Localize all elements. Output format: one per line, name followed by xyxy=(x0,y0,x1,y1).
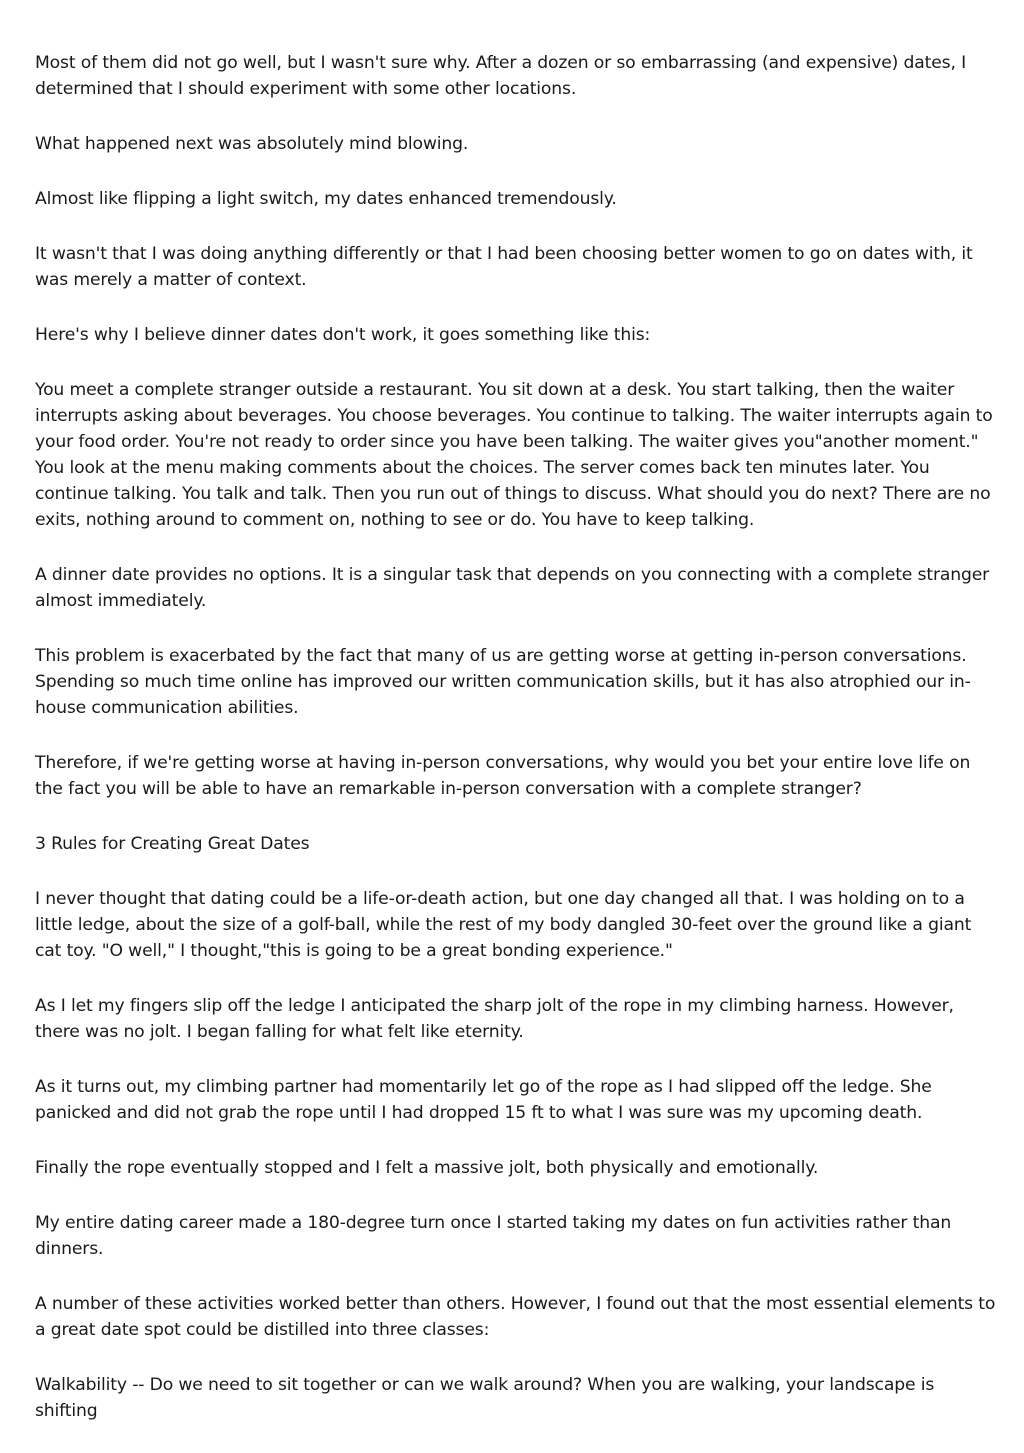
paragraph: A dinner date provides no options. It is a singular task that depends on you connecting with a complete stranger almost immediately. xyxy=(35,565,990,611)
paragraph: Therefore, if we're getting worse at having in-person conversations, why would you bet your entire love life on the fact you will be able to have an remarkable in-person conversation with a complete stranger? xyxy=(35,753,971,799)
paragraph: This problem is exacerbated by the fact that many of us are getting worse at getting in-person conversations. Spending so much time online has improved our written communication skills, but it has also atrophied our in-house communication abilities. xyxy=(35,646,971,718)
paragraph: I never thought that dating could be a life-or-death action, but one day changed all that. I was holding on to a little ledge, about the size of a golf-ball, while the rest of my body dangled 30-feet over the ground like a giant cat toy. "O well," I thought,"this is going to be a great bonding experience." xyxy=(35,889,972,961)
paragraph: Walkability -- Do we need to sit together or can we walk around? When you are walking, your landscape is shifting xyxy=(35,1375,935,1421)
document-body xyxy=(35,50,997,1453)
paragraph: It wasn't that I was doing anything differently or that I had been choosing better women to go on dates with, it was merely a matter of context. xyxy=(35,244,973,290)
paragraph: Here's why I believe dinner dates don't work, it goes something like this: xyxy=(35,325,651,345)
paragraph: Most of them did not go well, but I wasn't sure why. After a dozen or so embarrassing (and expensive) dates, I determined that I should experiment with some other locations. xyxy=(35,53,967,99)
section-heading: 3 Rules for Creating Great Dates xyxy=(35,834,310,854)
paragraph: You meet a complete stranger outside a restaurant. You sit down at a desk. You start talking, then the waiter interrupts asking about beverages. You choose beverages. You continue to talking. The waiter interrupts again to your food order. You're not ready to order since you have been talking. The waiter gives you"another moment." You look at the menu making comments about the choices. The server comes back ten minutes later. You continue talking. You talk and talk. Then you run out of things to discuss. What should you do next? There are no exits, nothing around to comment on, nothing to see or do. You have to keep talking. xyxy=(35,380,993,530)
paragraph: As it turns out, my climbing partner had momentarily let go of the rope as I had slipped off the ledge. She panicked and did not grab the rope until I had dropped 15 ft to what I was sure was my upcoming death. xyxy=(35,1077,932,1123)
paragraph: Almost like flipping a light switch, my dates enhanced tremendously. xyxy=(35,189,617,209)
paragraph: A number of these activities worked better than others. However, I found out that the most essential elements to a great date spot could be distilled into three classes: xyxy=(35,1294,996,1340)
paragraph: What happened next was absolutely mind blowing. xyxy=(35,134,469,154)
paragraph: As I let my fingers slip off the ledge I anticipated the sharp jolt of the rope in my climbing harness. However, there was no jolt. I began falling for what felt like eternity. xyxy=(35,996,954,1042)
paragraph: Finally the rope eventually stopped and I felt a massive jolt, both physically and emotionally. xyxy=(35,1158,819,1178)
paragraph: My entire dating career made a 180-degree turn once I started taking my dates on fun activities rather than dinners. xyxy=(35,1213,952,1259)
